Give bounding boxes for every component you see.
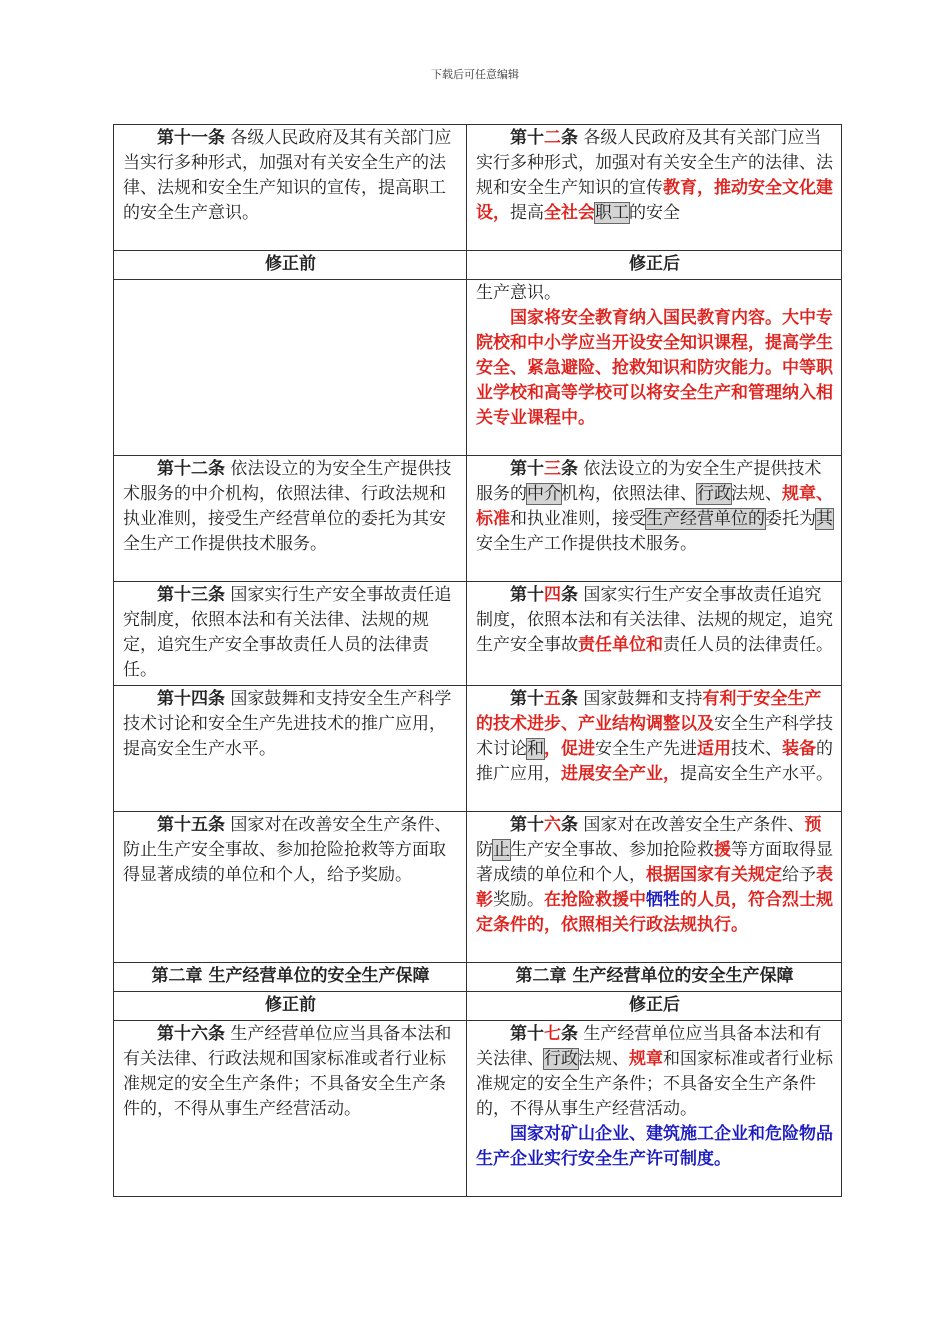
header-before: 修正前 (114, 251, 467, 280)
added-paragraph: 国家将安全教育纳入国民教育内容。大中专院校和中小学应当开设安全知识课程，提高学生安全、紧急避险、抢救知识和防灾能力。中等职业学校和高等学校可以将安全生产和管理纳入相关专业课程中。 (476, 308, 833, 428)
old-clause-16: 第十六条 生产经营单位应当具备本法和有关法律、行政法规和国家标准或者行业标准规定的安全生产条件；不具备安全生产条件的，不得从事生产经营活动。 (114, 1021, 467, 1197)
new-clause-17: 第十七条 生产经营单位应当具备本法和有关法律、行政法规、规章和国家标准或者行业标准规定的安全生产条件；不具备安全生产条件的，不得从事生产经营活动。 国家对矿山企业、建筑施工企业和危险物品生产企业实行安全生产许可制度。 (467, 1021, 842, 1197)
old-clause-11 (114, 125, 467, 251)
chapter-title-before: 第二章 生产经营单位的安全生产保障 (114, 963, 467, 992)
table-header-row: 修正前 修正后 (114, 992, 842, 1021)
empty-cell (114, 280, 467, 456)
comparison-table (113, 124, 842, 1197)
table-row (114, 686, 842, 812)
old-clause-15: 第十五条 国家对在改善安全生产条件、防止生产安全事故、参加抢险抢救等方面取得显著成绩的单位和个人，给予奖励。 (114, 812, 467, 963)
article-number: 第十二条 (510, 128, 578, 148)
deleted-text: 职工 (595, 203, 629, 223)
table-header-row (114, 251, 842, 280)
table-row (114, 456, 842, 582)
new-clause-15: 第十五条 国家鼓舞和支持有利于安全生产的技术进步、产业结构调整以及安全生产科学技术讨论和，促进安全生产先进适用技术、装备的推广应用，进展安全产业，提高安全生产水平。 (467, 686, 842, 812)
chapter-title-after: 第二章 生产经营单位的安全生产保障 (467, 963, 842, 992)
new-clause-12-continued: 生产意识。 国家将安全教育纳入国民教育内容。大中专院校和中小学应当开设安全知识课程，提高学生安全、紧急避险、抢救知识和防灾能力。中等职业学校和高等学校可以将安全生产和管理纳入相关专业课程中。 (467, 280, 842, 456)
new-clause-13: 第十三条 依法设立的为安全生产提供技术服务的中介机构，依照法律、行政法规、规章、标准和执业准则，接受生产经营单位的委托为其安全生产工作提供技术服务。 (467, 456, 842, 582)
new-clause-16: 第十六条 国家对在改善安全生产条件、预防止生产安全事故、参加抢险救援等方面取得显著成绩的单位和个人，根据国家有关规定给予表彰奖励。在抢险救援中牺牲的人员，符合烈士规定条件的，依照相关行政法规执行。 (467, 812, 842, 963)
table-row (114, 125, 842, 251)
new-clause-12: 第十二条 各级人民政府及其有关部门应当实行多种形式，加强对有关安全生产的法律、法规和安全生产知识的宣传教育，推动安全文化建设，提高全社会职工的安全 (467, 125, 842, 251)
chapter-row (114, 963, 842, 992)
table-row (114, 280, 842, 456)
table-row (114, 582, 842, 686)
header-after: 修正后 (467, 251, 842, 280)
page-header: 下载后可任意编辑 (431, 68, 519, 81)
old-clause-13: 第十三条 国家实行生产安全事故责任追究制度，依照本法和有关法律、法规的规定，追究生产安全事故责任人员的法律责任。 (114, 582, 467, 686)
new-clause-paragraph: 国家对矿山企业、建筑施工企业和危险物品生产企业实行安全生产许可制度。 (476, 1124, 833, 1169)
clause-text: 各级人民政府及其有关部门应当实行多种形式，加强对有关安全生产的法律、法规和安全生产知识的宣传，提高职工的安全生产意识。 (123, 128, 452, 223)
article-number: 第十一条 (157, 128, 225, 148)
old-clause-14: 第十四条 国家鼓舞和支持安全生产科学技术讨论和安全生产先进技术的推广应用，提高安全生产水平。 (114, 686, 467, 812)
table-row (114, 812, 842, 963)
new-clause-14: 第十四条 国家实行生产安全事故责任追究制度，依照本法和有关法律、法规的规定，追究生产安全事故责任单位和责任人员的法律责任。 (467, 582, 842, 686)
old-clause-12: 第十二条 依法设立的为安全生产提供技术服务的中介机构，依照法律、行政法规和执业准则，接受生产经营单位的委托为其安全生产工作提供技术服务。 (114, 456, 467, 582)
table-row (114, 1021, 842, 1197)
